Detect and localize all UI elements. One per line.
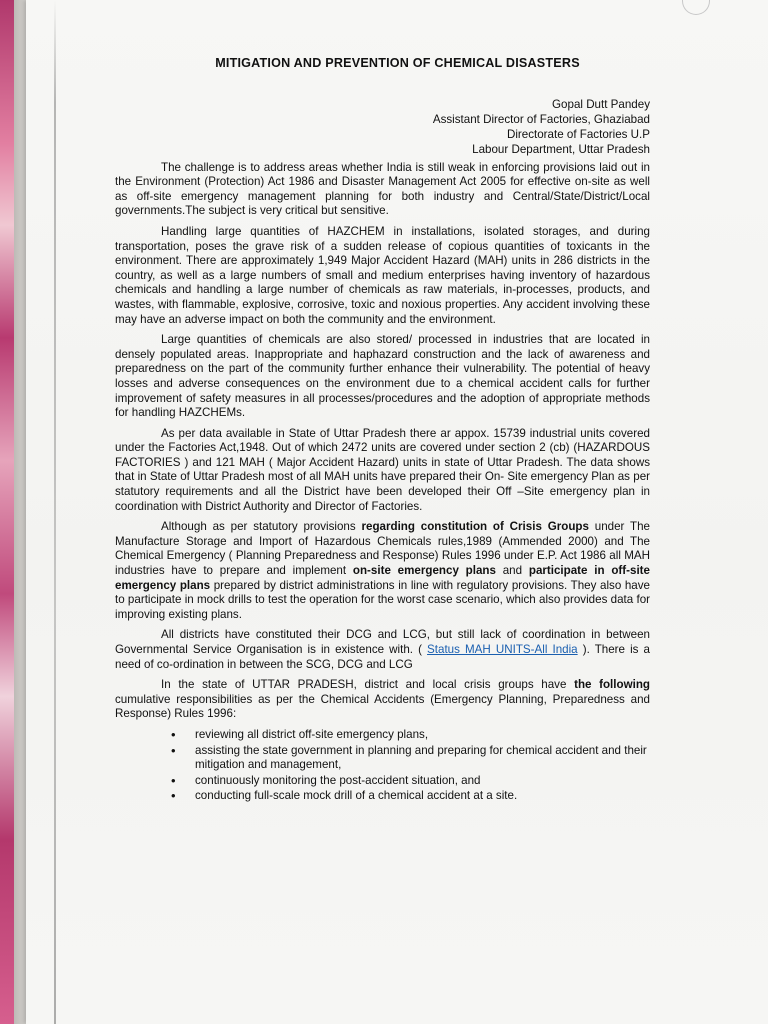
paragraph-uttar-pradesh-data: As per data available in State of Uttar Pradesh there ar appox. 15739 industrial units covered under the Factories Act,1948. Out of which 2472 units are covered under section 2 (cb) (HAZARDOUS FACTORIES ) and 121 MAH ( Major Accident Hazard) units in state of Uttar Pradesh. The data shows that in State of Uttar Pradesh most of all MAH units have prepared their On- Site emergency Plan as per statutory requirements and all the District have been developed their Off –Site emergency plan in coordination with District Authority and Director of Factories. [115, 426, 650, 513]
page-margin-rule [54, 0, 56, 1024]
text-span: under The Manufacture Storage and Import of Hazardous Chemicals rules,1989 (Ammended 2000) and The Chemical Emergency ( Planning Preparedness and Response) Rules 1996 under E.P. Act 1986 all MAH industries have to prepare and implement [115, 520, 650, 578]
folder-binding-strip [0, 0, 14, 1024]
list-item: • conducting full-scale mock drill of a chemical accident at a site. [195, 789, 650, 804]
text-span: All districts have constituted their DCG and LCG, but still lack of coordination in between Governmental Service Organisation is in existence with. ( [115, 628, 650, 656]
page-corner-mark [682, 0, 710, 15]
paragraph-challenge: The challenge is to address areas whether India is still weak in enforcing provisions laid out in the Environment (Protection) Act 1986 and Disaster Management Act 2005 for effective on-site as well as off-site emergency management planning for both industry and Central/State/District/Local governments.The subject is very critical but sensitive. [115, 160, 650, 218]
author-department: Labour Department, Uttar Pradesh [472, 142, 650, 156]
emphasis-crisis-groups: regarding constitution of Crisis Groups [361, 520, 589, 534]
emphasis-following: the following [574, 678, 650, 692]
paragraph-hazchem: Handling large quantities of HAZCHEM in installations, isolated storages, and during transportation, poses the grave risk of a sudden release of copious quantities of toxicants in the environment. There are approximately 1,949 Major Accident Hazard (MAH) units in 286 districts in the country, as well as a large numbers of small and medium enterprises having inventory of hazardous chemicals and handling a large number of chemicals as raw materials, in-processes, products, and wastes, with flammable, explosive, corrosive, toxic and noxious properties. Any accident involving these may have an adverse impact on both the community and the environment. [115, 224, 650, 326]
paragraph-storage: Large quantities of chemicals are also stored/ processed in industries that are located in densely populated areas. Inappropriate and haphazard construction and the lack of awareness and preparedness on the part of the community further enhance their vulnerability. The potential of heavy losses and adverse consequences on the environment due to a chemical accident calls for further improvement of safety measures in all processes/procedures and the adoption of appropriate methods for handling HAZCHEMs. [115, 333, 650, 420]
text-span: cumulative responsibilities as per the Chemical Accidents (Emergency Planning, Preparedness and Response) Rules 1996: [115, 692, 650, 721]
text-span: In the state of UTTAR PRADESH, district and local crisis groups have [161, 678, 575, 692]
document-title: MITIGATION AND PREVENTION OF CHEMICAL DISASTERS [215, 56, 580, 70]
list-item: • reviewing all district off-site emergency plans, [195, 728, 650, 743]
paragraph-coordination [115, 628, 650, 672]
document-content [115, 56, 650, 805]
text-span: and [495, 564, 529, 578]
author-directorate: Directorate of Factories U.P [506, 127, 650, 141]
text-span: ). There is a need of co-ordination in between the SCG, DCG and LCG [115, 643, 650, 671]
paragraph-crisis-groups [115, 678, 650, 722]
status-mah-units-link[interactable]: Status MAH UNITS-All India [427, 643, 578, 656]
responsibilities-list [165, 728, 650, 804]
author-block [115, 97, 650, 157]
author-name: Gopal Dutt Pandey [552, 97, 650, 111]
author-designation: Assistant Director of Factories, Ghaziabad [432, 112, 650, 126]
list-item: • assisting the state government in planning and preparing for chemical accident and their mitigation and management, [195, 744, 650, 773]
emphasis-on-site-plans: on-site emergency plans [352, 564, 496, 578]
emphasis-off-site-plans: participate in off-site emergency plans [115, 564, 650, 592]
paragraph-statutory-provisions [115, 520, 650, 622]
text-span: prepared by district administrations in line with regulatory provisions. They also have to participate in mock drills to test the operation for the worst case scenario, which also provides data for improving existing plans. [115, 578, 651, 621]
text-span: Although as per statutory provisions [161, 520, 362, 534]
list-item: • continuously monitoring the post-accident situation, and [195, 774, 650, 789]
